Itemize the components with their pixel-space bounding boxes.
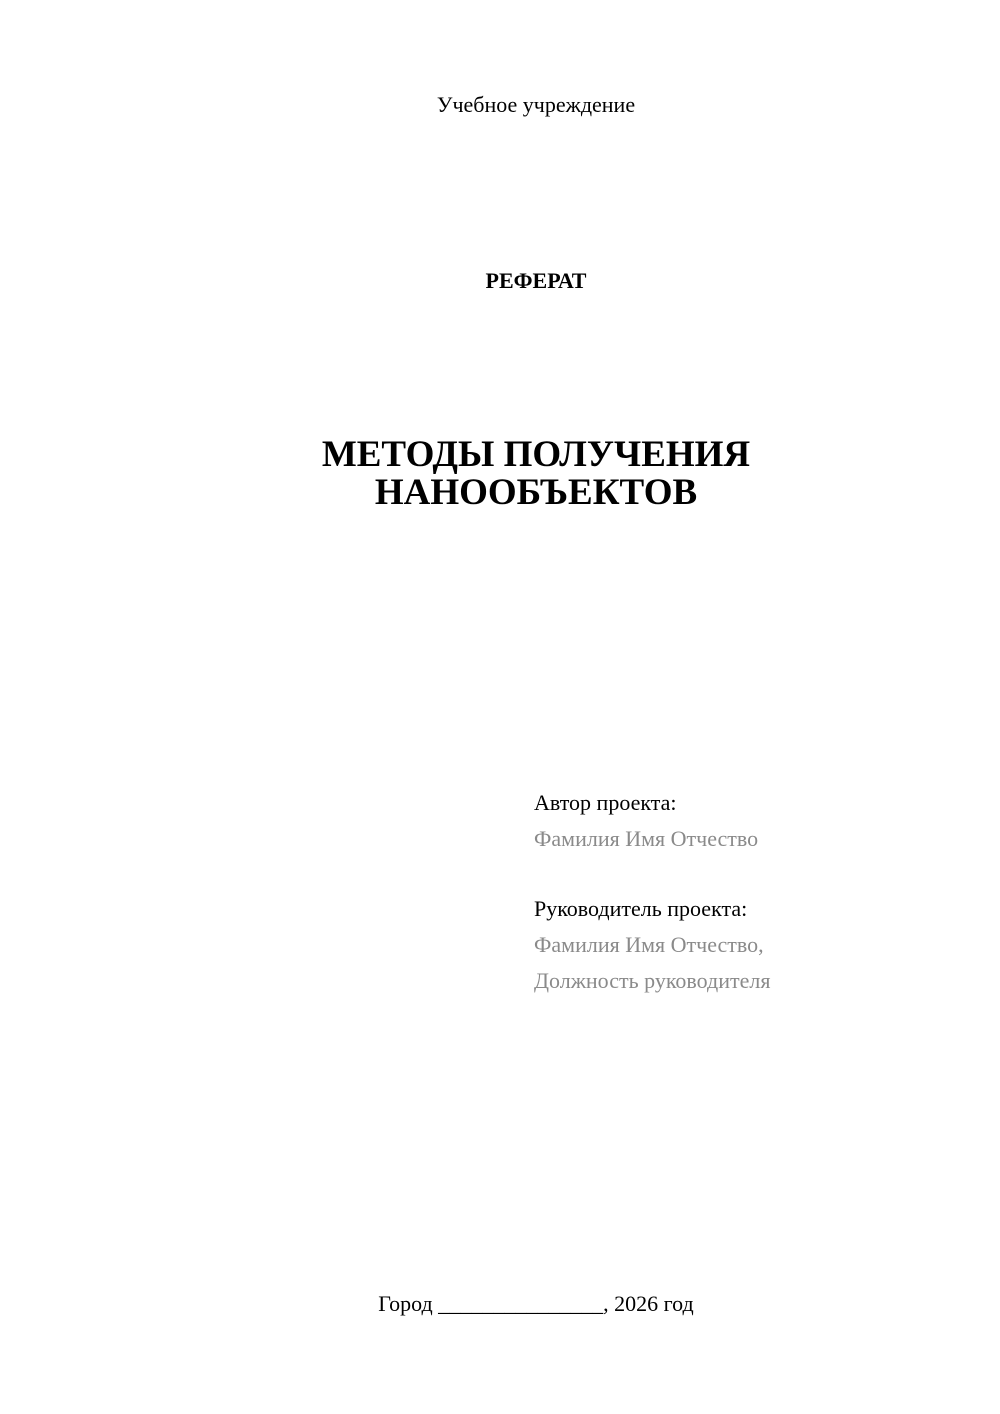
author-name: Фамилия Имя Отчество [534,826,759,851]
city-year-line: Город _______________, 2026 год [378,1291,694,1316]
author-label: Автор проекта: [534,790,677,815]
document-title-line-1: МЕТОДЫ ПОЛУЧЕНИЯ [321,434,751,475]
author-block [534,785,758,857]
supervisor-block [534,891,770,999]
supervisor-name: Фамилия Имя Отчество, [534,932,764,957]
supervisor-label: Руководитель проекта: [534,896,748,921]
institution-name: Учебное учреждение [436,92,636,117]
document-type: РЕФЕРАТ [485,268,587,293]
document-title-line-2: НАНООБЪЕКТОВ [374,472,698,513]
document-title [0,436,1000,512]
supervisor-position: Должность руководителя [534,968,771,993]
